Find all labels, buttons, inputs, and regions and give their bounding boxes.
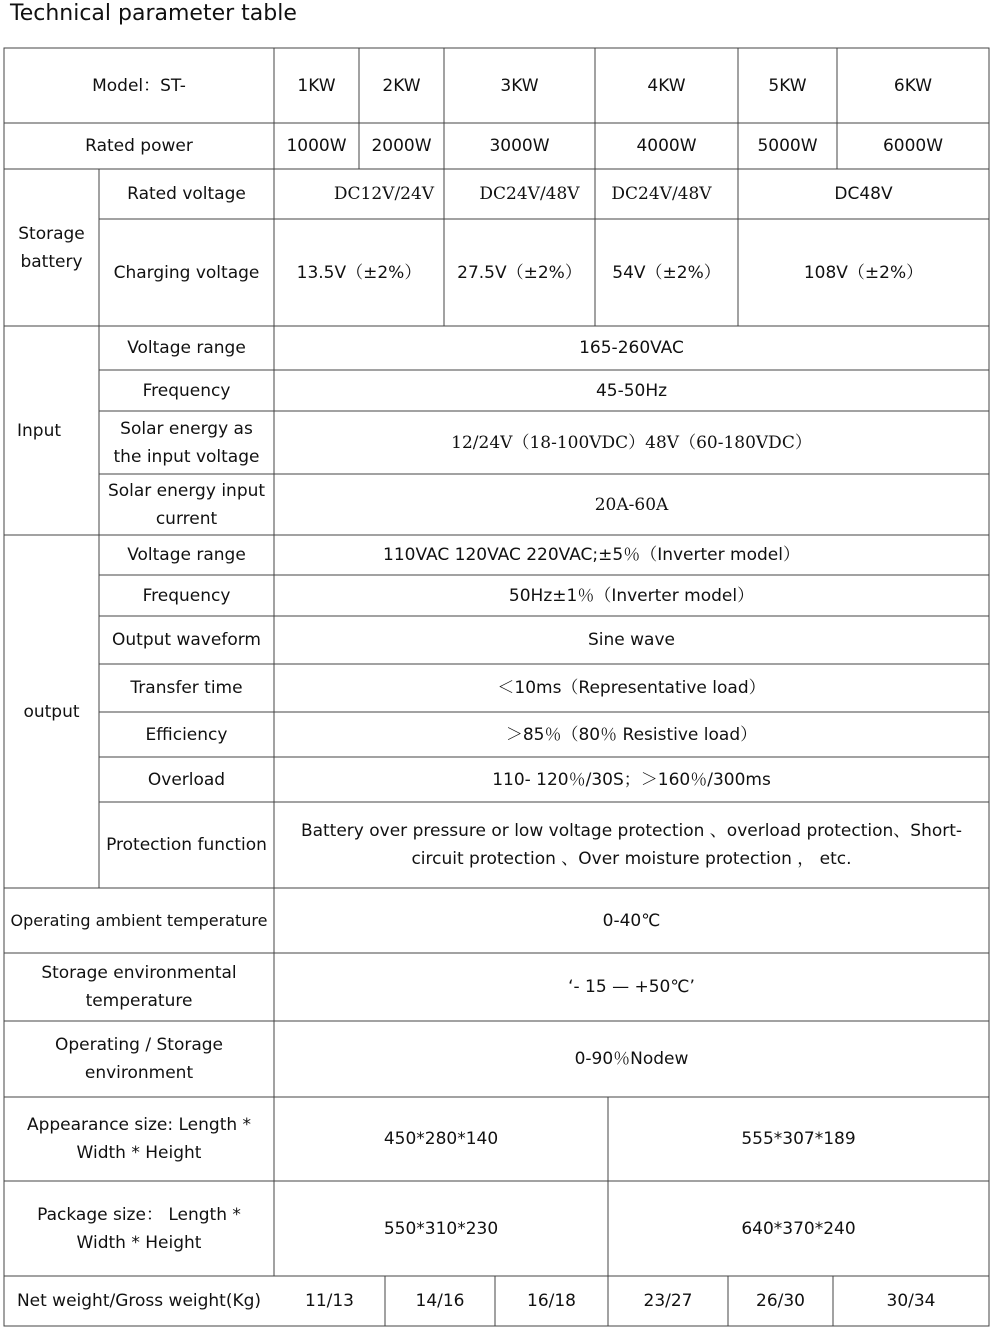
output-voltage-range-label: Voltage range bbox=[127, 545, 246, 565]
weight-value: 11/13 bbox=[305, 1291, 354, 1311]
operating-temp-label: Operating ambient temperature bbox=[10, 910, 268, 930]
input-voltage-range-label: Voltage range bbox=[127, 338, 246, 358]
package-size-label: Package size： Length * Width * Height bbox=[37, 1204, 241, 1253]
overload-label: Overload bbox=[147, 769, 226, 790]
transfer-time-label: Transfer time bbox=[130, 678, 243, 698]
input-voltage-range-value: 165-260VAC bbox=[579, 338, 684, 358]
weight-value: 30/34 bbox=[886, 1291, 936, 1311]
efficiency-value: ＞85％（80％ Resistive load） bbox=[505, 724, 758, 745]
input-frequency-label: Frequency bbox=[142, 380, 231, 401]
solar-voltage-label: Solar energy as the input voltage bbox=[113, 418, 260, 467]
model-label: Model：ST- bbox=[92, 75, 186, 96]
appearance-size-value: 450*280*140 bbox=[383, 1129, 499, 1149]
page-title: Technical parameter table bbox=[10, 1, 297, 26]
charging-voltage-value: 27.5V（±2%） bbox=[457, 262, 582, 283]
charging-voltage-value: 108V（±2%） bbox=[803, 262, 924, 283]
storage-temp-label: Storage environmental temperature bbox=[41, 963, 237, 1011]
overload-value: 110- 120％/30S；＞160％/300ms bbox=[492, 769, 771, 790]
rated-power-value: 2000W bbox=[371, 136, 432, 156]
weight-value: 14/16 bbox=[415, 1291, 465, 1311]
output-waveform-label: Output waveform bbox=[112, 630, 261, 650]
rated-voltage-value: DC48V bbox=[834, 184, 893, 204]
appearance-size-label: Appearance size: Length * Width * Height bbox=[26, 1115, 252, 1163]
weight-value: 16/18 bbox=[527, 1291, 576, 1311]
solar-current-value: 20A-60A bbox=[594, 494, 669, 515]
rated-power-label: Rated power bbox=[85, 136, 193, 156]
efficiency-label: Efficiency bbox=[145, 724, 228, 745]
package-size-value: 640*370*240 bbox=[741, 1218, 856, 1239]
rated-power-value: 5000W bbox=[757, 136, 818, 156]
input-group-label: Input bbox=[16, 420, 62, 441]
rated-voltage-value: DC24V/48V bbox=[479, 184, 580, 204]
rated-voltage-value: DC24V/48V bbox=[611, 184, 712, 204]
input-frequency-value: 45-50Hz bbox=[595, 380, 668, 401]
rated-power-value: 4000W bbox=[636, 136, 697, 156]
output-group-label: output bbox=[23, 701, 80, 722]
transfer-time-value: ＜10ms（Representative load） bbox=[497, 678, 766, 698]
weight-value: 23/27 bbox=[643, 1291, 693, 1311]
model-3kw: 3KW bbox=[500, 75, 539, 96]
environment-label: Operating / Storage environment bbox=[54, 1035, 224, 1083]
package-size-value: 550*310*230 bbox=[383, 1218, 499, 1239]
rated-power-value: 3000W bbox=[489, 136, 550, 156]
appearance-size-value: 555*307*189 bbox=[741, 1129, 856, 1149]
rated-power-value: 1000W bbox=[286, 136, 347, 156]
output-voltage-range-value: 110VAC 120VAC 220VAC;±5％（Inverter model） bbox=[383, 545, 800, 565]
output-waveform-value: Sine wave bbox=[588, 630, 675, 650]
protection-label: Protection function bbox=[106, 835, 267, 855]
rated-power-value: 6000W bbox=[882, 136, 944, 156]
storage-temp-value: ‘- 15 — +50℃’ bbox=[568, 977, 695, 997]
rated-voltage-value: DC12V/24V bbox=[333, 184, 435, 204]
charging-voltage-label: Charging voltage bbox=[113, 262, 260, 283]
solar-current-label: Solar energy input current bbox=[107, 480, 266, 529]
model-6kw: 6KW bbox=[893, 75, 933, 96]
weight-value: 26/30 bbox=[756, 1291, 805, 1311]
solar-voltage-value: 12/24V（18-100VDC）48V（60-180VDC） bbox=[451, 432, 812, 453]
storage-battery-group-label: Storage battery bbox=[18, 223, 85, 272]
output-frequency-label: Frequency bbox=[142, 585, 231, 606]
environment-value: 0-90％Nodew bbox=[574, 1049, 689, 1069]
output-frequency-value: 50Hz±1％（Inverter model） bbox=[508, 585, 755, 606]
rated-voltage-label: Rated voltage bbox=[127, 184, 246, 204]
operating-temp-value: 0-40℃ bbox=[602, 910, 661, 931]
protection-value: Battery over pressure or low voltage protection 、overload protection、Short-circuit protection 、Over moisture protection ， etc. bbox=[300, 821, 963, 869]
charging-voltage-value: 54V（±2%） bbox=[612, 262, 721, 283]
charging-voltage-value: 13.5V（±2%） bbox=[296, 262, 422, 283]
weight-label: Net weight/Gross weight(Kg) bbox=[16, 1291, 262, 1311]
model-4kw: 4KW bbox=[647, 75, 686, 96]
model-2kw: 2KW bbox=[382, 75, 421, 96]
model-1kw: 1KW bbox=[297, 75, 336, 96]
model-5kw: 5KW bbox=[768, 75, 807, 96]
